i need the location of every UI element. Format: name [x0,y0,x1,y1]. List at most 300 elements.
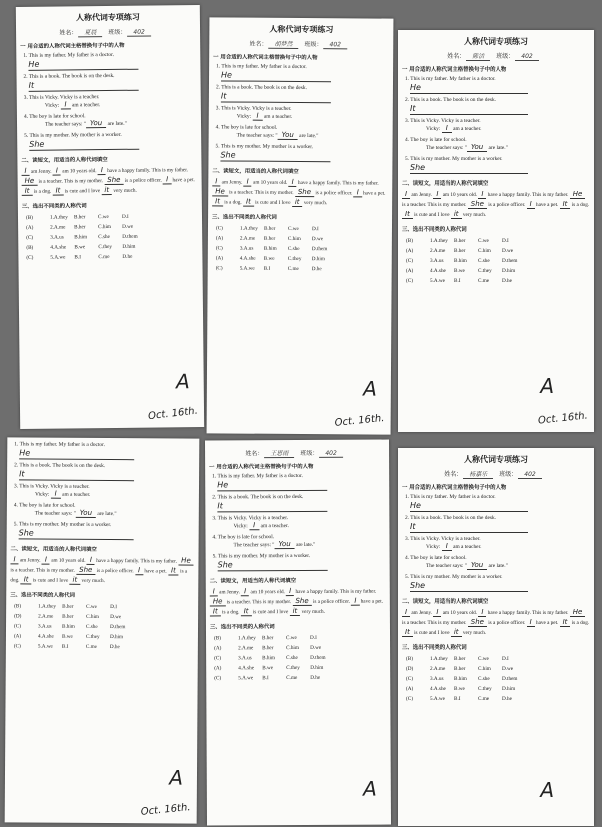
q3-suffix: am a teacher. [262,113,293,120]
option-c: C.me [286,675,298,682]
option-a: 4.A.she [430,268,446,274]
answer-4: You [274,540,294,549]
cloze-text: my father. [547,610,570,616]
option-b: B.her [454,238,466,244]
choice-answer: C [217,265,221,272]
choice-number [406,684,430,694]
answer-4-line [426,144,594,152]
option-d: D.them [502,676,518,682]
cloze-text: very much. [461,630,487,636]
choice-number [214,653,238,663]
cloze-text: is cute and I love [412,212,451,218]
option-a: 3.A.us [430,258,444,264]
option-c: C.they [478,268,492,274]
section-3-heading: 三、选出不同类的人称代词 [10,592,75,599]
cloze-text: is a dog. [570,202,590,208]
class-number: 402 [319,450,342,458]
q3-prefix: Vicky: [34,491,51,498]
grade-mark: A [540,374,554,398]
answer-4-line [45,119,201,129]
cloze-text: is a police officer. [486,620,527,626]
paren: ) [411,278,413,284]
cloze-text: am Jenny. [29,168,53,175]
answer-4-line [35,510,199,519]
choice-row-5 [14,641,198,652]
class-label: 班级： [300,449,319,457]
option-c: C.him [287,235,301,243]
cloze-answer: I [478,190,486,199]
choice-answer: A [217,235,222,242]
choice-answer: A [215,645,220,652]
option-d: D.he [122,253,133,260]
q4-suffix: are late." [294,541,316,549]
answer-5: She [410,581,528,592]
q4-prefix: The teacher says: " [236,132,278,139]
choice-row-2 [406,246,594,256]
q3-prefix: Vicky: [233,523,250,530]
cloze-answer: I [210,587,218,596]
choice-answer: C [215,655,220,662]
question-2: 2. This is a book. The book is on the desk. [215,84,307,92]
cloze-text: am Jenny. [220,179,244,186]
choice-answer: A [407,686,412,692]
option-c: C.she [86,623,98,630]
option-b: B.her [62,613,74,620]
answer-5: She [19,528,134,540]
choice-row-3 [406,674,594,684]
section-2-heading: 二、读短文，用适当的人称代词填空 [212,168,299,175]
student-name: 杨嘉乐 [463,471,493,479]
name-class-line [398,51,594,60]
question-5: 5. This is my mother. My mother is a worker. [405,574,503,580]
paren: ) [219,655,222,662]
worksheet-4 [5,437,200,823]
option-b: B.we [454,268,465,274]
question-3: 3. This is Vicky. Vicky is a teacher. [23,94,100,101]
question-5: 5. This is my mother. My mother is a worker. [13,521,112,529]
cloze-answer: I [135,566,143,575]
option-d: D.we [110,614,122,621]
cloze-answer: It [402,210,413,219]
option-b: B.her [262,645,274,652]
option-d: D.I [502,238,509,244]
section-2-heading: 二、读短文，用适当的人称代词填空 [402,599,489,605]
choice-number [14,611,38,621]
section-1-heading: 一 用合适的人称代词主格替换句子中的人物 [213,54,318,62]
option-b: B.we [74,244,86,251]
worksheet-content [398,30,594,432]
option-c: C.him [478,666,491,672]
grade-mark: A [363,376,377,401]
choice-number [26,253,50,263]
question-2: 2. This is a book. The book is on the desk. [405,515,496,521]
cloze-answer: I [289,178,297,187]
paren: ) [220,265,223,272]
choice-answer: A [407,248,412,254]
class-number: 402 [127,29,151,37]
cloze-text: very much. [461,212,487,218]
option-a: 1.A.they [49,214,68,221]
choice-answer: C [15,643,20,650]
paren: ( [406,248,408,254]
option-d: D.he [502,278,512,284]
option-a: 5.A.we [430,278,445,284]
worksheet-content [205,440,391,826]
paren: ( [406,278,408,284]
cloze-text: have a happy family. This is [486,192,548,198]
cloze-answer: He [570,608,586,617]
cloze-answer: It [241,607,252,616]
cloze-text: is a police officer. [123,177,164,184]
option-c: C.me [478,278,490,284]
option-c: C.him [98,223,111,231]
cloze-answer: It [402,628,413,637]
option-d: D.them [310,654,326,661]
option-c: C.me [287,265,299,272]
cloze-answer: I [402,190,410,199]
option-a: 3.A.us [50,234,64,241]
choice-row-1 [406,654,594,664]
cloze-text: am Jenny. [217,589,242,596]
worksheet-3 [398,30,594,432]
option-d: D.them [110,624,126,631]
choice-row-1 [406,236,594,246]
q3-suffix: am a teacher. [70,102,101,109]
paren: ) [19,633,22,640]
class-number: 402 [324,41,348,49]
paren: ) [411,686,414,692]
choice-number [26,213,50,223]
paren: ) [411,696,413,702]
option-d: D.he [310,674,321,681]
cloze-text: have a pet. [361,190,386,197]
cloze-text: is a teacher. This is my mother. [402,202,468,208]
class-number: 402 [515,53,538,61]
choice-number [26,223,50,233]
option-b: B.her [262,635,274,642]
answer-1: He [28,59,138,71]
question-1: 1. This is my father. My father is a doctor. [405,494,496,500]
paren: ( [214,665,216,672]
choice-answer: D [15,613,20,620]
paren: ) [411,248,414,254]
question-1: 1. This is my father. My father is a doctor. [405,76,496,82]
grade-mark: A [363,776,377,801]
cloze-text: have a pet. [171,177,195,184]
choice-answer: B [215,635,220,642]
q4-suffix: are late." [487,145,508,151]
paren: ) [219,645,222,652]
paren: ) [31,224,34,231]
paren: ) [219,635,221,642]
paren: ) [221,225,223,232]
option-a: 5.A.we [430,696,445,702]
q3-prefix: Vicky: [236,113,253,120]
option-a: 4.A.she [239,255,256,262]
option-b: B.I [454,696,461,702]
cloze-text: am 10 years old. [251,179,289,186]
option-d: D.him [310,664,324,671]
option-a: 2.A.me [38,613,54,620]
worksheet-title: 人称代词专项练习 [464,37,528,46]
grade-mark: A [175,369,190,394]
answer-3-line [237,113,393,122]
option-a: 2.A.me [430,666,446,672]
question-5: 5. This is my mother. My mother is a worker. [24,131,122,139]
paren: ) [411,258,413,264]
cloze-answer: I [433,190,441,199]
option-b: B.her [454,656,466,662]
answer-2: It [217,501,327,513]
choice-row-5 [406,276,594,286]
q3-suffix: am a teacher. [451,126,482,132]
option-d: D.we [311,236,324,243]
choice-row-3 [406,256,594,266]
question-3: 3. This is Vicky. Vicky is a teacher. [405,536,481,542]
cloze-answer: I [286,587,294,596]
cloze-text: have a happy family. This is [486,610,548,616]
q3-suffix: am a teacher. [259,523,289,530]
option-a: 4.A.she [37,633,54,640]
choice-answer: D [407,666,412,672]
choice-number [14,641,38,651]
choice-answer: B [407,656,412,662]
option-a: 3.A.us [430,676,444,682]
question-1: 1. This is my father. My father is a doctor. [23,51,114,59]
option-b: B.him [74,234,88,241]
q3-prefix: Vicky: [426,544,442,550]
date-mark: Oct. 16th. [140,802,192,818]
choice-number [406,236,430,246]
option-a: 3.A.us [38,623,52,630]
cloze-answer: She [104,176,123,185]
option-a: 1.A.they [430,656,448,662]
answer-5: She [220,150,330,162]
cloze-paragraph [10,555,194,586]
option-b: B.him [62,623,75,630]
paren: ) [221,245,223,252]
worksheet-content [5,437,200,823]
cloze-text: is a police officer. [311,598,352,605]
section-2-heading: 二、读短文，用适当的人称代词填空 [21,157,108,164]
cloze-answer: I [351,597,359,606]
choice-row-2 [406,664,594,674]
option-d: D.he [109,644,120,651]
choice-number [216,243,240,253]
worksheet-content [16,5,204,429]
paren: ( [26,244,29,251]
paren: ( [406,268,408,274]
answer-3-line [426,543,594,551]
choice-number [26,233,50,243]
cloze-answer: it [101,186,112,195]
option-b: B.I [74,254,81,261]
grade-mark: A [169,765,184,790]
answer-2: It [410,104,528,115]
answer-2: It [19,469,134,481]
paren: ) [219,665,222,672]
paren: ) [411,666,414,672]
option-a: 5.A.we [50,254,66,261]
answer-5: She [29,139,139,151]
option-b: B.I [61,643,69,650]
cloze-text: is a dog. [32,188,53,195]
paren: ) [31,214,33,221]
cloze-answer: It [22,187,33,196]
cloze-text: am 10 years old. [249,589,287,596]
answer-4: You [86,119,106,128]
answer-3-line [35,491,199,500]
paren: ( [215,235,218,242]
paren: ( [406,238,408,244]
option-d: D.we [502,666,514,672]
choice-number [216,263,240,273]
option-d: D.them [311,246,328,253]
name-label: 姓名： [249,40,268,48]
answer-1: He [410,501,528,512]
q4-suffix: are late." [95,510,117,518]
choice-number [216,223,240,233]
section-3-heading: 三、选出不同类的人称代词 [212,214,277,221]
answer-3: I [442,542,452,551]
worksheet-5 [205,440,391,826]
q4-prefix: The teacher says: " [426,145,467,151]
cloze-answer: I [163,175,171,184]
choice-number [406,246,430,256]
paren: ( [26,234,28,241]
answer-4: You [467,143,487,152]
option-c: C.me [478,696,490,702]
option-b: B.him [454,676,467,682]
cloze-answer: I [478,608,486,617]
name-label: 姓名： [245,450,264,458]
choice-answer: B [15,603,20,610]
choice-answer: C [407,676,412,682]
option-b: B.her [263,235,276,242]
cloze-text: very much. [80,577,105,585]
q4-prefix: The teacher says: " [233,542,275,549]
paren: ( [214,655,216,662]
option-a: 1.A.they [238,635,256,642]
option-c: C.she [478,676,490,682]
cloze-text: my father. [166,167,188,174]
worksheet-title: 人称代词专项练习 [75,12,140,23]
option-a: 3.A.us [238,655,252,662]
cloze-text: am 10 years old. [441,610,479,616]
choice-number [214,643,238,653]
paren: ( [14,603,16,610]
paren: ) [219,675,222,682]
answer-5: She [410,163,528,174]
cloze-paragraph [402,190,590,220]
option-c: C.we [286,635,297,642]
option-c: C.we [86,603,97,610]
choice-answer: C [407,258,412,264]
date-mark: Oct. 16th. [334,413,386,429]
choice-answer: C [407,278,412,284]
cloze-answer: It [560,618,571,627]
option-b: B.her [454,248,466,254]
q4-prefix: The teacher says: " [426,563,467,569]
choice-number [216,233,240,243]
cloze-text: have a pet. [534,620,560,626]
option-c: C.they [85,633,100,640]
cloze-answer: She [76,566,95,575]
cloze-answer: I [42,556,50,565]
choice-answer: B [407,238,412,244]
paren: ( [215,245,218,252]
option-a: 4.A.she [430,686,446,692]
option-a: 1.A.they [239,225,258,232]
choice-number [214,663,238,673]
choice-number [14,601,38,611]
answer-3-line [426,125,594,133]
paren: ( [214,645,216,652]
cloze-answer: It [212,197,223,206]
section-3-heading: 三、选出不同类的人称代词 [209,624,275,631]
option-b: B.her [62,603,74,610]
cloze-answer: He [210,597,226,606]
question-5: 5. This is my mother. My mother is a worker. [215,143,314,151]
option-c: C.she [286,655,298,662]
answer-2: It [29,80,139,92]
option-c: C.she [287,245,300,252]
paren: ( [406,258,408,264]
cloze-text: have a pet. [534,202,560,208]
paren: ) [19,623,21,630]
section-3-heading: 三、选出不同类的人称代词 [402,645,467,651]
cloze-paragraph [210,587,386,618]
cloze-text: am Jenny. [410,610,434,616]
option-c: C.she [478,258,490,264]
paren: ( [26,224,28,231]
option-b: B.her [74,224,86,231]
option-a: 5.A.we [238,675,254,682]
cloze-text: very much. [302,200,328,207]
cloze-text: have a happy family. This is [94,557,156,565]
choice-row-5 [26,251,202,263]
cloze-text: is a teacher. This is my mother. [402,620,468,626]
question-3: 3. This is Vicky. Vicky is a teacher. [215,105,292,112]
cloze-text: is a teacher. This is my mother. [10,567,77,574]
choice-row-5 [406,694,594,704]
question-5: 5. This is my mother. My mother is a worker. [212,552,311,560]
cloze-text: have a pet. [143,568,169,575]
option-c: C.she [98,234,110,241]
choice-answer: C [215,675,220,682]
option-a: 2.A.me [50,224,66,231]
option-c: C.him [86,613,99,620]
paren: ( [406,656,408,662]
option-a: 2.A.me [239,235,256,242]
option-d: D.I [311,226,319,233]
section-2-heading: 二、读短文，用适当的人称代词填空 [402,181,489,187]
cloze-answer: I [354,188,362,197]
cloze-answer: I [53,167,61,176]
name-class-line [398,469,594,478]
choice-answer: C [15,623,20,630]
cloze-answer: it [290,607,301,616]
paren: ( [406,676,408,682]
option-c: C.him [286,644,299,652]
section-1-heading: 一 用合适的人称代词主格替换句子中的人物 [402,67,507,73]
choice-number [406,664,430,674]
cloze-text: is a teacher. This is my mother. [225,599,293,606]
option-b: B.him [262,655,275,662]
name-class-line [205,448,389,458]
worksheet-2 [207,17,394,434]
paren: ) [221,235,224,242]
